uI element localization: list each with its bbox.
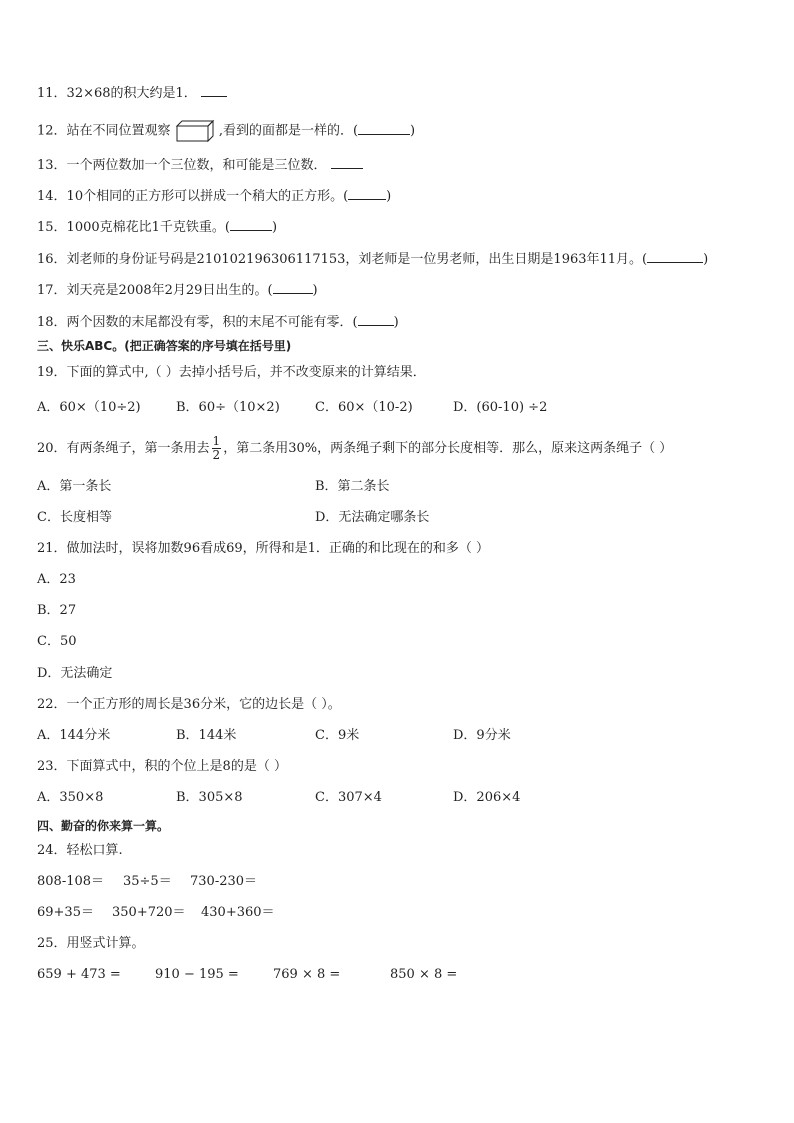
question-25: 25．用竖式计算。 (37, 936, 145, 951)
vertical-calc-item[interactable]: 659 + 473 = (37, 967, 121, 982)
vertical-calc-item[interactable]: 850 × 8 = (390, 967, 458, 982)
option-c[interactable]: C．60×（10-2) (315, 400, 413, 415)
answer-blank[interactable] (230, 218, 272, 231)
section-3-title: 三、快乐ABC。(把正确答案的序号填在括号里) (37, 339, 292, 353)
close-paren: ) (410, 123, 416, 139)
option-d[interactable]: D．(60-10) ÷2 (453, 400, 548, 415)
question-13-text: 13．一个两位数加一个三位数，和可能是三位数． (37, 158, 327, 173)
question-13 (37, 156, 363, 174)
answer-blank[interactable] (358, 122, 410, 135)
option-b[interactable]: B．144米 (176, 728, 237, 743)
question-12 (37, 119, 415, 143)
question-17 (37, 281, 318, 299)
option-a[interactable]: A．60×（10÷2) (37, 400, 141, 415)
question-20-text-2: ，第二条用30%，两条绳子剩下的部分长度相等．那么，原来这两条绳子（ ） (223, 441, 673, 456)
question-24: 24．轻松口算. (37, 843, 123, 858)
fraction-denominator: 2 (212, 448, 221, 462)
option-b[interactable]: B．27 (37, 603, 77, 618)
question-12-text-2: ,看到的面都是一样的．( (218, 123, 359, 139)
answer-blank[interactable] (331, 156, 363, 169)
close-paren: ) (386, 189, 392, 204)
question-12-text: 12．站在不同位置观察 (37, 123, 171, 139)
calc-item[interactable]: 808-108＝ (37, 874, 105, 889)
close-paren: ) (271, 220, 278, 235)
close-paren: ) (703, 252, 709, 267)
question-18 (37, 313, 399, 331)
option-d[interactable]: D．无法确定哪条长 (315, 510, 430, 525)
fraction-numerator: 1 (212, 434, 221, 448)
calc-item[interactable]: 35÷5＝ (123, 874, 172, 889)
calc-item[interactable]: 69+35＝ (37, 905, 94, 920)
close-paren: ) (312, 283, 318, 298)
question-15-text: 15．1000克棉花比1千克铁重。( (37, 220, 230, 235)
answer-blank[interactable] (348, 187, 386, 200)
question-21: 21．做加法时，误将加数96看成69，所得和是1．正确的和比现在的和多（ ） (37, 541, 490, 556)
option-a[interactable]: A．第一条长 (37, 479, 112, 494)
question-16 (37, 250, 708, 268)
question-15 (37, 218, 277, 236)
close-paren: ) (393, 315, 399, 330)
option-c[interactable]: C．307×4 (315, 790, 382, 805)
calc-item[interactable]: 350+720＝ (112, 905, 186, 920)
option-b[interactable]: B．60÷（10×2) (176, 400, 280, 415)
question-14 (37, 187, 391, 205)
answer-blank[interactable] (273, 281, 313, 294)
calc-item[interactable]: 430+360＝ (201, 905, 275, 920)
question-11-text: 11．32×68的积大约是1． (37, 86, 197, 101)
option-c[interactable]: C．9米 (315, 728, 360, 743)
question-20-text: 20．有两条绳子，第一条用去 (37, 441, 210, 456)
question-20 (37, 434, 672, 464)
question-11 (37, 84, 227, 102)
question-17-text: 17．刘天亮是2008年2月29日出生的。( (37, 283, 273, 298)
fraction-one-half (212, 435, 222, 462)
vertical-calc-item[interactable]: 910 − 195 = (155, 967, 239, 982)
calc-item[interactable]: 730-230＝ (190, 874, 258, 889)
option-b[interactable]: B．305×8 (176, 790, 243, 805)
answer-blank[interactable] (358, 313, 394, 326)
vertical-calc-item[interactable]: 769 × 8 = (273, 967, 341, 982)
answer-blank[interactable] (201, 84, 227, 97)
question-18-text: 18．两个因数的末尾都没有零，积的末尾不可能有零．( (37, 315, 358, 330)
option-d[interactable]: D．9分米 (453, 728, 511, 743)
question-14-text: 14．10个相同的正方形可以拼成一个稍大的正方形。( (37, 189, 349, 204)
option-a[interactable]: A．350×8 (37, 790, 104, 805)
option-c[interactable]: C．50 (37, 634, 77, 649)
option-c[interactable]: C．长度相等 (37, 510, 112, 525)
question-22: 22．一个正方形的周长是36分米，它的边长是（ ）。 (37, 697, 341, 712)
answer-blank[interactable] (647, 250, 703, 263)
cuboid-icon (175, 119, 215, 143)
question-19: 19．下面的算式中,（ ）去掉小括号后，并不改变原来的计算结果． (37, 365, 426, 380)
option-a[interactable]: A．144分米 (37, 728, 111, 743)
option-b[interactable]: B．第二条长 (315, 479, 390, 494)
option-d[interactable]: D．无法确定 (37, 666, 113, 681)
section-4-title: 四、勤奋的你来算一算。 (37, 819, 170, 833)
question-16-text: 16．刘老师的身份证号码是210102196306117153，刘老师是一位男老师，出生日期是1963年11月。( (37, 252, 648, 267)
option-d[interactable]: D．206×4 (453, 790, 521, 805)
option-a[interactable]: A．23 (37, 572, 76, 587)
question-23: 23．下面算式中，积的个位上是8的是（ ） (37, 759, 287, 774)
